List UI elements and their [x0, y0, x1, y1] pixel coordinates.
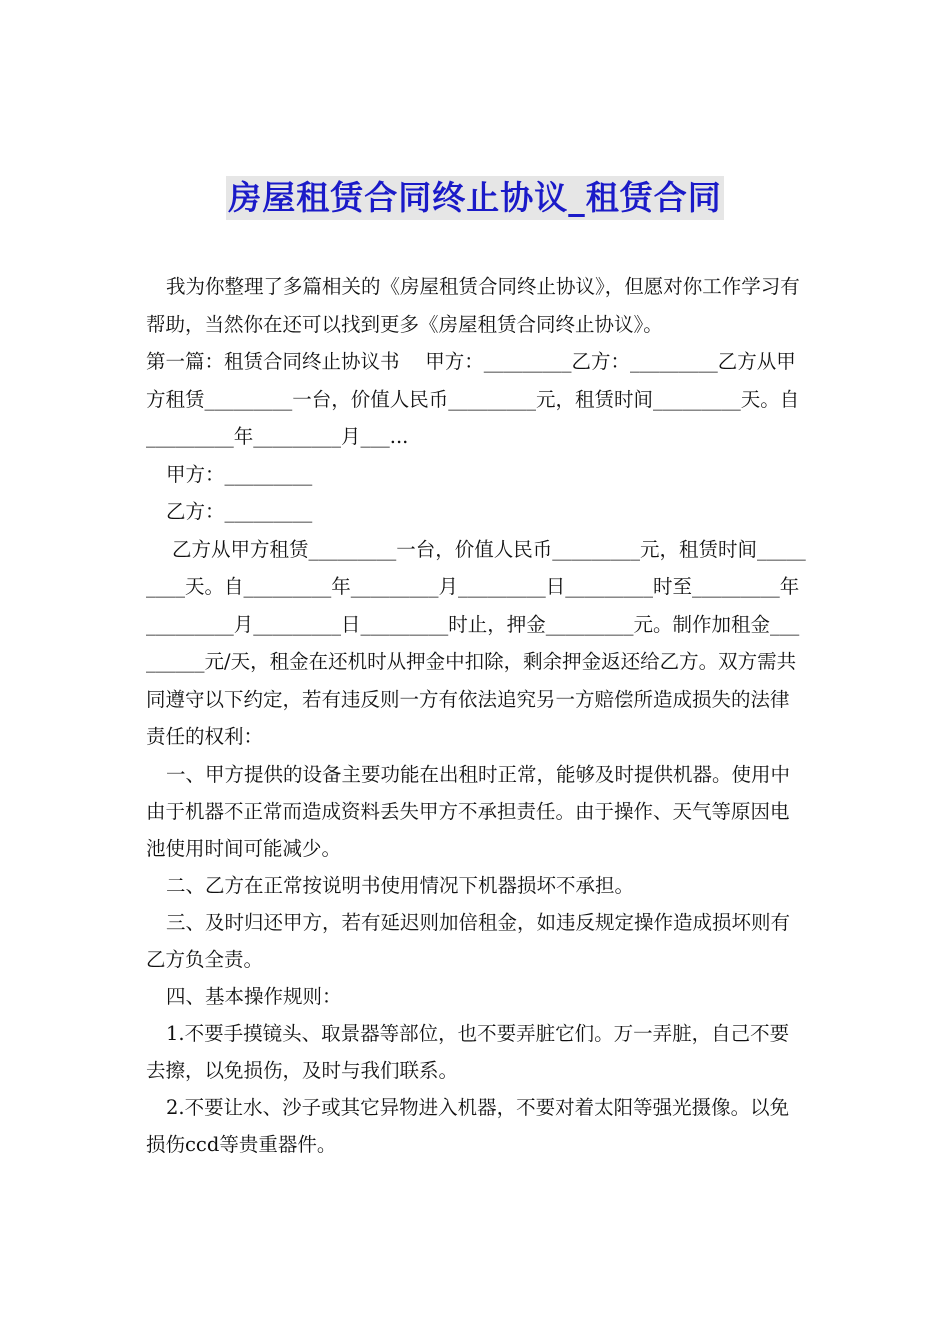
- party-b-line: 乙方：_________: [166, 500, 313, 523]
- intro-paragraph: 我为你整理了多篇相关的《房屋租赁合同终止协议》，但愿对你工作学习有帮助，当然你在还可以找到更多《房屋租赁合同终止协议》。: [146, 275, 800, 336]
- party-a-line: 甲方：_________: [166, 462, 313, 486]
- summary-paragraph: 第一篇：租赁合同终止协议书 甲方：_________乙方：_________乙方从甲方租赁_________一台，价值人民币_________元，租赁时间_________天。自_________年_________月___...: [146, 350, 800, 448]
- clause-4-paragraph: 四、基本操作规则：: [166, 984, 342, 1008]
- rule-1-paragraph: 1.不要手摸镜头、取景器等部位，也不要弄脏它们。万一弄脏，自己不要去擦，以免损伤，及时与我们联系。: [146, 1021, 790, 1082]
- lease-terms-paragraph: 乙方从甲方租赁_________一台，价值人民币_________元，租赁时间_________天。自_________年_________月_________日_________时至_________年_________月_________日_________时止，押金_________元。制作加租金_________元/天，租金在还机时从押金中扣除，剩余押金返还给乙方。双方需共同遵守以下约定，若有违反则一方有依法追究另一方赔偿所造成损失的法律责任的权利：: [146, 537, 806, 748]
- document-title: 房屋租赁合同终止协议_租赁合同: [226, 176, 724, 220]
- clause-2-paragraph: 二、乙方在正常按说明书使用情况下机器损坏不承担。: [166, 873, 635, 897]
- rule-2-paragraph: 2.不要让水、沙子或其它异物进入机器，不要对着太阳等强光摄像。以免损伤ccd等贵重器件。: [146, 1095, 790, 1156]
- document-body: [146, 268, 808, 1163]
- clause-3-paragraph: 三、及时归还甲方，若有延迟则加倍租金，如违反规定操作造成损坏则有乙方负全责。: [146, 910, 791, 971]
- title-container: [0, 176, 950, 220]
- clause-1-paragraph: 一、甲方提供的设备主要功能在出租时正常，能够及时提供机器。使用中由于机器不正常而造成资料丢失甲方不承担责任。由于操作、天气等原因电池使用时间可能减少。: [146, 762, 791, 860]
